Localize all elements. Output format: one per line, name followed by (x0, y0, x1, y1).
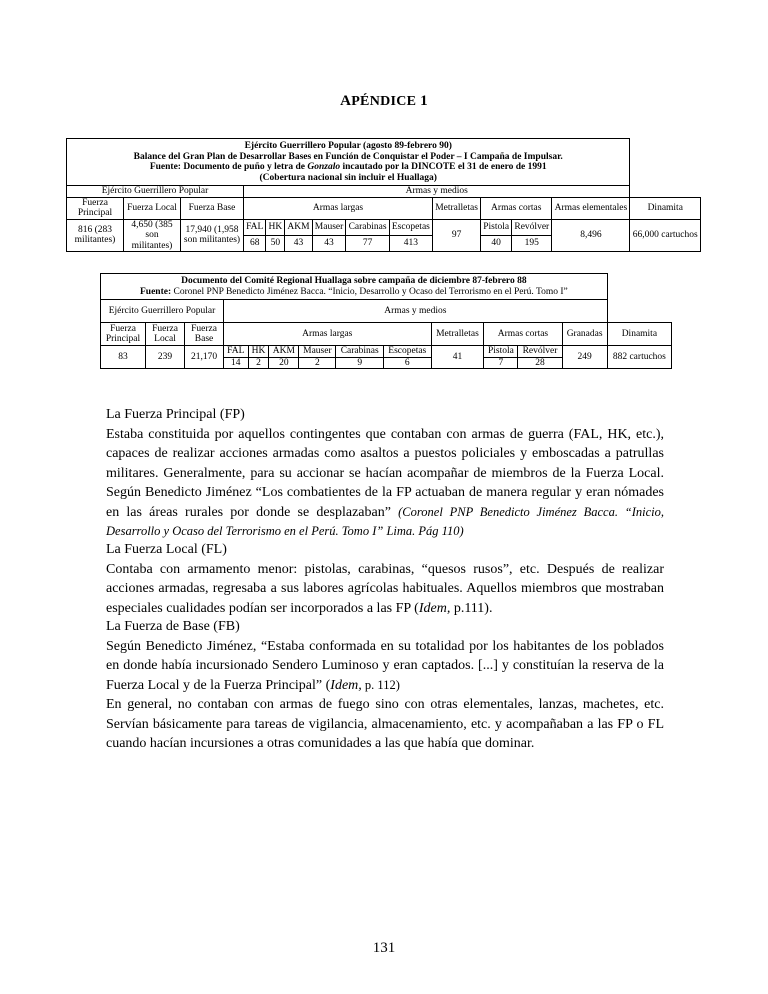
col-akm: AKM (269, 346, 299, 358)
fb-header: Fuerza Base (185, 323, 224, 346)
metralletas-value: 41 (431, 346, 484, 369)
armas-largas-header: Armas largas (244, 197, 433, 219)
mauser-value: 2 (299, 357, 336, 369)
fl-header: Fuerza Local (124, 197, 181, 219)
page-number: 131 (372, 940, 396, 956)
armas-cortas-header: Armas cortas (481, 197, 552, 219)
hk-value: 2 (248, 357, 269, 369)
section-text: Estaba constituida por aquellos contingentes que contaban con armas de guerra (FAL, HK, etc.), capaces de realizar acciones armadas como asaltos a puestos policiales y emboscadas a patrullas militares. Generalmente, para su accionar se hacían acompañar de miembros de la Fuerza Local. Según Benedicto Jiménez “Los combatientes de la FP actuaban de manera regular y eran nómades en las áreas rurales por donde se desplazaban” (Coronel PNP Benedicto Jiménez Bacca. “Inicio, Desarrollo y Ocaso del Terrorismo en el Perú. Tomo I” Lima. Pág 110) (106, 426, 664, 538)
page-title: APÉNDICE 1 (340, 93, 428, 109)
col-revolver: Revólver (518, 346, 562, 358)
revolver-value: 28 (518, 357, 562, 369)
pistola-value: 7 (484, 357, 518, 369)
fl-value: 4,650 (385 son militantes) (124, 219, 181, 252)
armas-cortas-header: Armas cortas (484, 323, 562, 346)
col-fal: FAL (244, 219, 266, 235)
section-text-2: En general, no contaban con armas de fuego sino con otras elementales, lanzas, machetes, etc. Servían básicamente para tareas de vigilancia, almacenamiento, etc. y acompañaban a las FP o FL cuando hacían incursiones a otras comunidades a las que había que dominar. (106, 697, 664, 751)
carabinas-value: 9 (336, 357, 384, 369)
section-title: La Fuerza de Base (FB) (106, 619, 240, 634)
section-fuerza-base (106, 617, 664, 754)
col-mauser: Mauser (312, 219, 346, 235)
metralletas-value: 97 (433, 219, 481, 252)
akm-value: 20 (269, 357, 299, 369)
col-carabinas: Carabinas (336, 346, 384, 358)
fb-value: 17,940 (1,958 son militantes) (181, 219, 244, 252)
fal-value: 68 (244, 235, 266, 251)
table-egp-campaign (66, 138, 701, 252)
section-title: La Fuerza Principal (FP) (106, 407, 245, 422)
armas-largas-header: Armas largas (224, 323, 432, 346)
granadas-value: 249 (562, 346, 607, 369)
col-hk: HK (266, 219, 285, 235)
col-pistola: Pistola (484, 346, 518, 358)
granadas-header: Granadas (562, 323, 607, 346)
col-escopetas: Escopetas (389, 219, 432, 235)
armas-elementales-header: Armas elementales (552, 197, 630, 219)
egp-header: Ejército Guerrillero Popular (67, 186, 244, 198)
akm-value: 43 (285, 235, 312, 251)
mauser-value: 43 (312, 235, 346, 251)
col-mauser: Mauser (299, 346, 336, 358)
dinamita-value: 882 cartuchos (607, 346, 671, 369)
fal-value: 14 (224, 357, 249, 369)
table-header: Ejército Guerrillero Popular (agosto 89-febrero 90) Balance del Gran Plan de Desarrollar Bases en Función de Conquistar el Poder – I Campaña de Impulsar. Fuente: Documento de puño y letra de Gonzalo incautado por la DINCOTE el 31 de enero de 1991 (Cobertura nacional sin incluir el Huallaga) (67, 139, 630, 186)
col-escopetas: Escopetas (383, 346, 431, 358)
col-hk: HK (248, 346, 269, 358)
escopetas-value: 6 (383, 357, 431, 369)
section-fuerza-principal (106, 405, 664, 542)
revolver-value: 195 (512, 235, 552, 251)
pistola-value: 40 (481, 235, 512, 251)
fp-value: 816 (283 militantes) (67, 219, 124, 252)
dinamita-header: Dinamita (607, 323, 671, 346)
fp-value: 83 (101, 346, 146, 369)
fp-header: Fuerza Principal (67, 197, 124, 219)
col-pistola: Pistola (481, 219, 512, 235)
fb-value: 21,170 (185, 346, 224, 369)
section-title: La Fuerza Local (FL) (106, 542, 227, 557)
egp-header: Ejército Guerrillero Popular (101, 300, 224, 323)
section-text: Contaba con armamento menor: pistolas, carabinas, “quesos rusos”, etc. Después de realizar acciones armadas, regresaba a sus labores agrícolas habituales. Aquellos miembros que mostraban especiales cualidades podían ser incorporados a las FP (Idem, p.111). (106, 561, 664, 616)
carabinas-value: 77 (346, 235, 389, 251)
col-revolver: Revólver (512, 219, 552, 235)
dinamita-value: 66,000 cartuchos (630, 219, 701, 252)
hk-value: 50 (266, 235, 285, 251)
section-fuerza-local (106, 540, 664, 618)
table-header: Documento del Comité Regional Huallaga sobre campaña de diciembre 87-febrero 88 Fuente: Coronel PNP Benedicto Jiménez Bacca. “Inicio, Desarrollo y Ocaso del Terrorismo en el Perú. Tomo I” (101, 274, 608, 300)
armas-medios-header: Armas y medios (244, 186, 630, 198)
table-huallaga-campaign (100, 273, 672, 369)
col-carabinas: Carabinas (346, 219, 389, 235)
fl-header: Fuerza Local (146, 323, 185, 346)
armas-elementales-value: 8,496 (552, 219, 630, 252)
escopetas-value: 413 (389, 235, 432, 251)
fl-value: 239 (146, 346, 185, 369)
metralletas-header: Metralletas (433, 197, 481, 219)
col-fal: FAL (224, 346, 249, 358)
fb-header: Fuerza Base (181, 197, 244, 219)
armas-medios-header: Armas y medios (224, 300, 608, 323)
metralletas-header: Metralletas (431, 323, 484, 346)
section-text: Según Benedicto Jiménez, “Estaba conformada en su totalidad por los habitantes de los poblados en donde había incursionado Sendero Luminoso y eran captados. [...] y constituían la reserva de la Fuerza Local y de la Fuerza Principal” (Idem, p. 112) (106, 638, 664, 693)
col-akm: AKM (285, 219, 312, 235)
fp-header: Fuerza Principal (101, 323, 146, 346)
dinamita-header: Dinamita (630, 197, 701, 219)
